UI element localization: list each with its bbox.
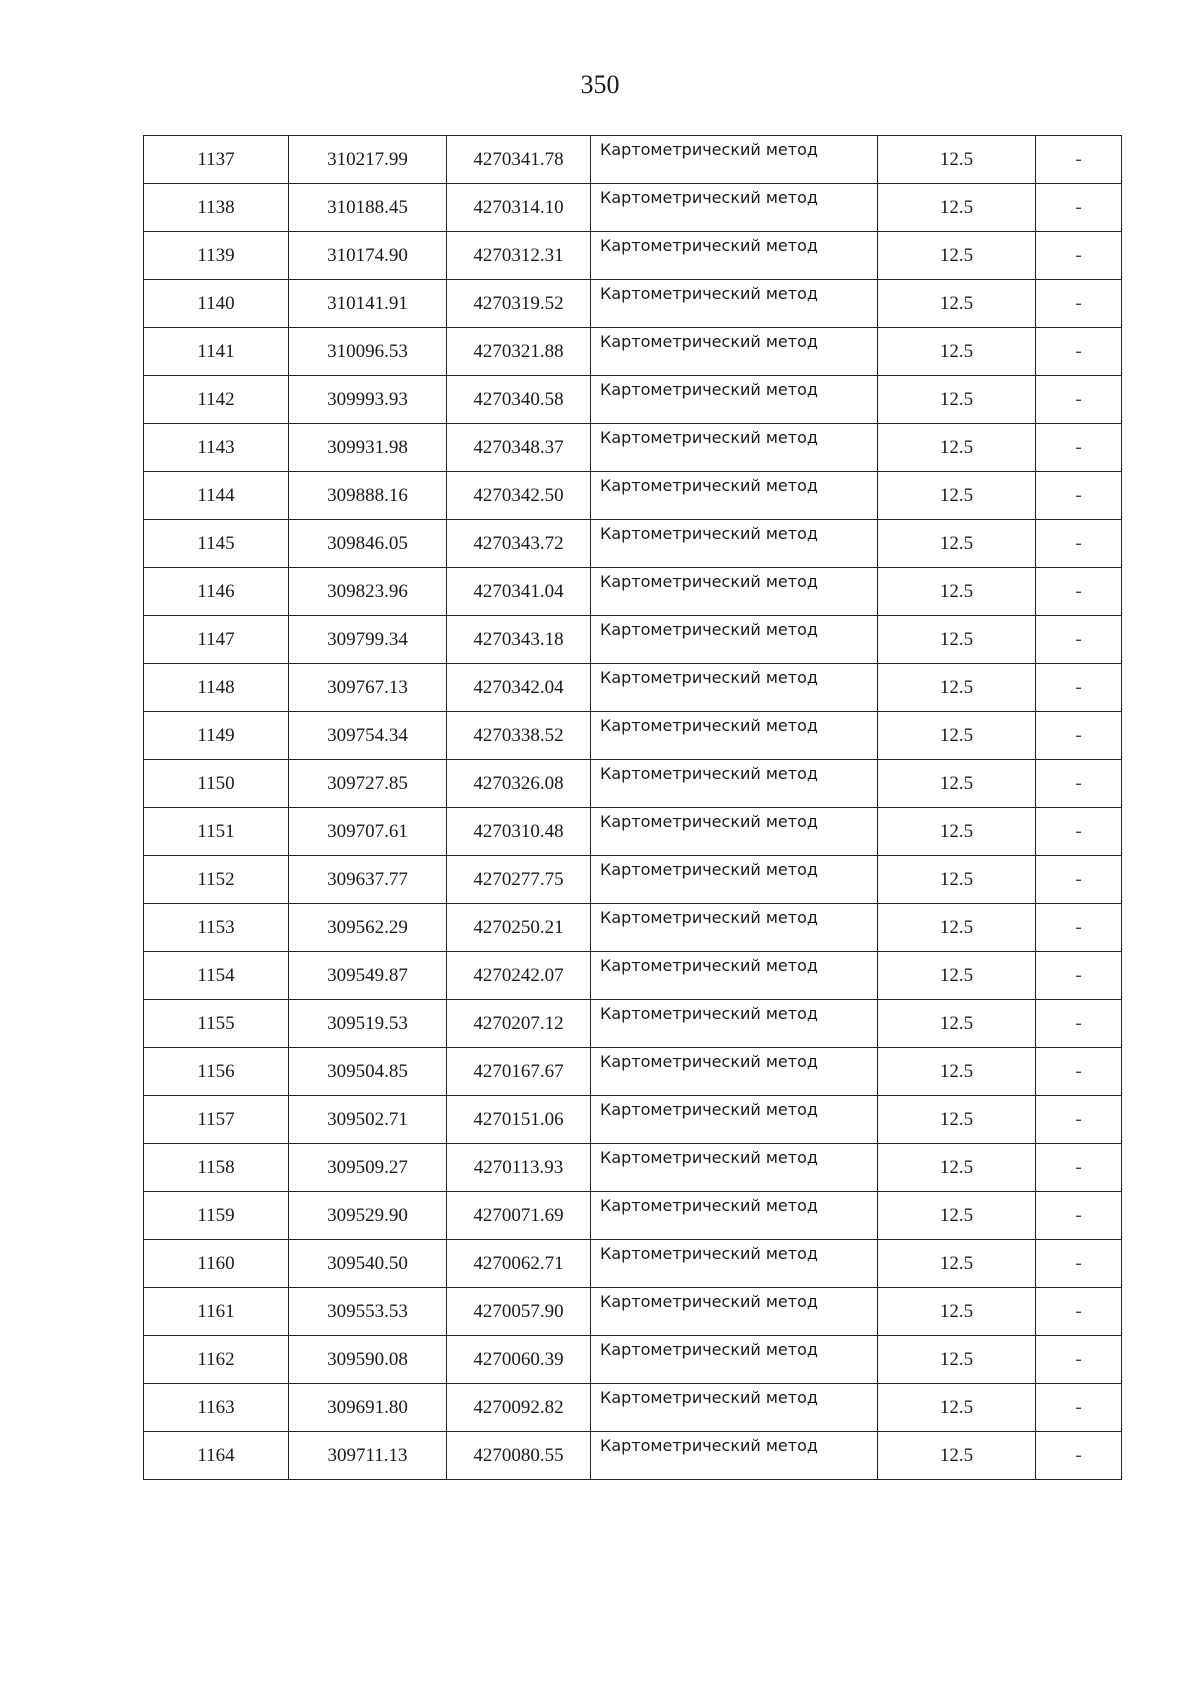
method-cell: Картометрический метод xyxy=(591,760,878,808)
x-coordinate-cell: 309637.77 xyxy=(289,856,447,904)
y-coordinate-cell: 4270319.52 xyxy=(447,280,591,328)
point-number-cell: 1138 xyxy=(144,184,289,232)
point-number-cell: 1162 xyxy=(144,1336,289,1384)
note-cell: - xyxy=(1036,1048,1122,1096)
accuracy-cell: 12.5 xyxy=(878,952,1036,1000)
table-row xyxy=(144,1336,1122,1384)
point-number-cell: 1147 xyxy=(144,616,289,664)
table-row xyxy=(144,856,1122,904)
accuracy-cell: 12.5 xyxy=(878,1192,1036,1240)
note-cell: - xyxy=(1036,712,1122,760)
x-coordinate-cell: 309519.53 xyxy=(289,1000,447,1048)
accuracy-cell: 12.5 xyxy=(878,1384,1036,1432)
method-cell: Картометрический метод xyxy=(591,568,878,616)
method-cell: Картометрический метод xyxy=(591,952,878,1000)
accuracy-cell: 12.5 xyxy=(878,520,1036,568)
table-row xyxy=(144,280,1122,328)
method-cell: Картометрический метод xyxy=(591,184,878,232)
note-cell: - xyxy=(1036,472,1122,520)
method-cell: Картометрический метод xyxy=(591,232,878,280)
point-number-cell: 1148 xyxy=(144,664,289,712)
x-coordinate-cell: 309502.71 xyxy=(289,1096,447,1144)
note-cell: - xyxy=(1036,520,1122,568)
method-cell: Картометрический метод xyxy=(591,280,878,328)
method-cell: Картометрический метод xyxy=(591,808,878,856)
point-number-cell: 1149 xyxy=(144,712,289,760)
accuracy-cell: 12.5 xyxy=(878,184,1036,232)
table-row xyxy=(144,1384,1122,1432)
accuracy-cell: 12.5 xyxy=(878,1048,1036,1096)
table-row xyxy=(144,616,1122,664)
note-cell: - xyxy=(1036,1192,1122,1240)
x-coordinate-cell: 310096.53 xyxy=(289,328,447,376)
x-coordinate-cell: 309823.96 xyxy=(289,568,447,616)
table-row xyxy=(144,1048,1122,1096)
accuracy-cell: 12.5 xyxy=(878,616,1036,664)
accuracy-cell: 12.5 xyxy=(878,760,1036,808)
point-number-cell: 1160 xyxy=(144,1240,289,1288)
table-row xyxy=(144,1096,1122,1144)
y-coordinate-cell: 4270338.52 xyxy=(447,712,591,760)
method-cell: Картометрический метод xyxy=(591,1432,878,1480)
point-number-cell: 1144 xyxy=(144,472,289,520)
point-number-cell: 1139 xyxy=(144,232,289,280)
method-cell: Картометрический метод xyxy=(591,472,878,520)
y-coordinate-cell: 4270277.75 xyxy=(447,856,591,904)
accuracy-cell: 12.5 xyxy=(878,904,1036,952)
x-coordinate-cell: 309553.53 xyxy=(289,1288,447,1336)
method-cell: Картометрический метод xyxy=(591,1000,878,1048)
table-row xyxy=(144,904,1122,952)
table-row xyxy=(144,232,1122,280)
note-cell: - xyxy=(1036,376,1122,424)
y-coordinate-cell: 4270151.06 xyxy=(447,1096,591,1144)
accuracy-cell: 12.5 xyxy=(878,1096,1036,1144)
point-number-cell: 1151 xyxy=(144,808,289,856)
y-coordinate-cell: 4270314.10 xyxy=(447,184,591,232)
y-coordinate-cell: 4270057.90 xyxy=(447,1288,591,1336)
x-coordinate-cell: 309691.80 xyxy=(289,1384,447,1432)
x-coordinate-cell: 309540.50 xyxy=(289,1240,447,1288)
accuracy-cell: 12.5 xyxy=(878,232,1036,280)
x-coordinate-cell: 309931.98 xyxy=(289,424,447,472)
accuracy-cell: 12.5 xyxy=(878,712,1036,760)
page-number: 350 xyxy=(580,70,620,99)
method-cell: Картометрический метод xyxy=(591,664,878,712)
point-number-cell: 1157 xyxy=(144,1096,289,1144)
method-cell: Картометрический метод xyxy=(591,1096,878,1144)
point-number-cell: 1153 xyxy=(144,904,289,952)
x-coordinate-cell: 309707.61 xyxy=(289,808,447,856)
x-coordinate-cell: 309562.29 xyxy=(289,904,447,952)
y-coordinate-cell: 4270310.48 xyxy=(447,808,591,856)
y-coordinate-cell: 4270167.67 xyxy=(447,1048,591,1096)
table-row xyxy=(144,760,1122,808)
point-number-cell: 1137 xyxy=(144,136,289,184)
method-cell: Картометрический метод xyxy=(591,1240,878,1288)
table-row xyxy=(144,1288,1122,1336)
table-row xyxy=(144,808,1122,856)
note-cell: - xyxy=(1036,424,1122,472)
y-coordinate-cell: 4270342.04 xyxy=(447,664,591,712)
method-cell: Картометрический метод xyxy=(591,328,878,376)
x-coordinate-cell: 309727.85 xyxy=(289,760,447,808)
table-row xyxy=(144,520,1122,568)
note-cell: - xyxy=(1036,280,1122,328)
y-coordinate-cell: 4270071.69 xyxy=(447,1192,591,1240)
accuracy-cell: 12.5 xyxy=(878,1144,1036,1192)
accuracy-cell: 12.5 xyxy=(878,328,1036,376)
table-row xyxy=(144,952,1122,1000)
x-coordinate-cell: 309509.27 xyxy=(289,1144,447,1192)
y-coordinate-cell: 4270092.82 xyxy=(447,1384,591,1432)
coordinates-table xyxy=(143,135,1122,1480)
table-row xyxy=(144,472,1122,520)
point-number-cell: 1164 xyxy=(144,1432,289,1480)
accuracy-cell: 12.5 xyxy=(878,568,1036,616)
note-cell: - xyxy=(1036,664,1122,712)
accuracy-cell: 12.5 xyxy=(878,1240,1036,1288)
y-coordinate-cell: 4270348.37 xyxy=(447,424,591,472)
x-coordinate-cell: 309549.87 xyxy=(289,952,447,1000)
y-coordinate-cell: 4270080.55 xyxy=(447,1432,591,1480)
point-number-cell: 1141 xyxy=(144,328,289,376)
method-cell: Картометрический метод xyxy=(591,1336,878,1384)
x-coordinate-cell: 309767.13 xyxy=(289,664,447,712)
x-coordinate-cell: 309993.93 xyxy=(289,376,447,424)
table-row xyxy=(144,712,1122,760)
point-number-cell: 1163 xyxy=(144,1384,289,1432)
method-cell: Картометрический метод xyxy=(591,616,878,664)
table-row xyxy=(144,1000,1122,1048)
note-cell: - xyxy=(1036,1288,1122,1336)
point-number-cell: 1143 xyxy=(144,424,289,472)
accuracy-cell: 12.5 xyxy=(878,472,1036,520)
y-coordinate-cell: 4270113.93 xyxy=(447,1144,591,1192)
accuracy-cell: 12.5 xyxy=(878,808,1036,856)
y-coordinate-cell: 4270343.72 xyxy=(447,520,591,568)
table-row xyxy=(144,568,1122,616)
table-row xyxy=(144,1240,1122,1288)
table-row xyxy=(144,1192,1122,1240)
accuracy-cell: 12.5 xyxy=(878,280,1036,328)
point-number-cell: 1145 xyxy=(144,520,289,568)
note-cell: - xyxy=(1036,904,1122,952)
accuracy-cell: 12.5 xyxy=(878,856,1036,904)
coordinates-table-body xyxy=(144,136,1122,1480)
y-coordinate-cell: 4270242.07 xyxy=(447,952,591,1000)
accuracy-cell: 12.5 xyxy=(878,1336,1036,1384)
point-number-cell: 1158 xyxy=(144,1144,289,1192)
x-coordinate-cell: 309888.16 xyxy=(289,472,447,520)
note-cell: - xyxy=(1036,1240,1122,1288)
method-cell: Картометрический метод xyxy=(591,1192,878,1240)
y-coordinate-cell: 4270340.58 xyxy=(447,376,591,424)
table-row xyxy=(144,136,1122,184)
x-coordinate-cell: 310141.91 xyxy=(289,280,447,328)
note-cell: - xyxy=(1036,1432,1122,1480)
accuracy-cell: 12.5 xyxy=(878,424,1036,472)
y-coordinate-cell: 4270342.50 xyxy=(447,472,591,520)
note-cell: - xyxy=(1036,184,1122,232)
point-number-cell: 1161 xyxy=(144,1288,289,1336)
point-number-cell: 1155 xyxy=(144,1000,289,1048)
x-coordinate-cell: 309846.05 xyxy=(289,520,447,568)
note-cell: - xyxy=(1036,952,1122,1000)
table-row xyxy=(144,328,1122,376)
accuracy-cell: 12.5 xyxy=(878,664,1036,712)
note-cell: - xyxy=(1036,760,1122,808)
table-row xyxy=(144,1432,1122,1480)
y-coordinate-cell: 4270060.39 xyxy=(447,1336,591,1384)
method-cell: Картометрический метод xyxy=(591,424,878,472)
y-coordinate-cell: 4270326.08 xyxy=(447,760,591,808)
note-cell: - xyxy=(1036,1384,1122,1432)
note-cell: - xyxy=(1036,808,1122,856)
point-number-cell: 1156 xyxy=(144,1048,289,1096)
point-number-cell: 1154 xyxy=(144,952,289,1000)
point-number-cell: 1140 xyxy=(144,280,289,328)
table-row xyxy=(144,1144,1122,1192)
point-number-cell: 1146 xyxy=(144,568,289,616)
note-cell: - xyxy=(1036,328,1122,376)
method-cell: Картометрический метод xyxy=(591,1384,878,1432)
y-coordinate-cell: 4270341.78 xyxy=(447,136,591,184)
x-coordinate-cell: 309529.90 xyxy=(289,1192,447,1240)
note-cell: - xyxy=(1036,1144,1122,1192)
y-coordinate-cell: 4270250.21 xyxy=(447,904,591,952)
note-cell: - xyxy=(1036,568,1122,616)
table-row xyxy=(144,184,1122,232)
y-coordinate-cell: 4270321.88 xyxy=(447,328,591,376)
x-coordinate-cell: 309590.08 xyxy=(289,1336,447,1384)
accuracy-cell: 12.5 xyxy=(878,136,1036,184)
table-row xyxy=(144,376,1122,424)
note-cell: - xyxy=(1036,232,1122,280)
y-coordinate-cell: 4270062.71 xyxy=(447,1240,591,1288)
x-coordinate-cell: 309711.13 xyxy=(289,1432,447,1480)
x-coordinate-cell: 310217.99 xyxy=(289,136,447,184)
accuracy-cell: 12.5 xyxy=(878,1288,1036,1336)
note-cell: - xyxy=(1036,616,1122,664)
method-cell: Картометрический метод xyxy=(591,1144,878,1192)
table-row xyxy=(144,424,1122,472)
method-cell: Картометрический метод xyxy=(591,856,878,904)
accuracy-cell: 12.5 xyxy=(878,1000,1036,1048)
y-coordinate-cell: 4270312.31 xyxy=(447,232,591,280)
x-coordinate-cell: 309754.34 xyxy=(289,712,447,760)
method-cell: Картометрический метод xyxy=(591,520,878,568)
method-cell: Картометрический метод xyxy=(591,376,878,424)
note-cell: - xyxy=(1036,1336,1122,1384)
accuracy-cell: 12.5 xyxy=(878,1432,1036,1480)
note-cell: - xyxy=(1036,1000,1122,1048)
note-cell: - xyxy=(1036,856,1122,904)
point-number-cell: 1152 xyxy=(144,856,289,904)
method-cell: Картометрический метод xyxy=(591,1288,878,1336)
x-coordinate-cell: 310174.90 xyxy=(289,232,447,280)
x-coordinate-cell: 309799.34 xyxy=(289,616,447,664)
x-coordinate-cell: 309504.85 xyxy=(289,1048,447,1096)
point-number-cell: 1150 xyxy=(144,760,289,808)
point-number-cell: 1142 xyxy=(144,376,289,424)
note-cell: - xyxy=(1036,1096,1122,1144)
y-coordinate-cell: 4270341.04 xyxy=(447,568,591,616)
y-coordinate-cell: 4270207.12 xyxy=(447,1000,591,1048)
method-cell: Картометрический метод xyxy=(591,904,878,952)
y-coordinate-cell: 4270343.18 xyxy=(447,616,591,664)
table-row xyxy=(144,664,1122,712)
method-cell: Картометрический метод xyxy=(591,712,878,760)
x-coordinate-cell: 310188.45 xyxy=(289,184,447,232)
point-number-cell: 1159 xyxy=(144,1192,289,1240)
method-cell: Картометрический метод xyxy=(591,136,878,184)
note-cell: - xyxy=(1036,136,1122,184)
accuracy-cell: 12.5 xyxy=(878,376,1036,424)
method-cell: Картометрический метод xyxy=(591,1048,878,1096)
